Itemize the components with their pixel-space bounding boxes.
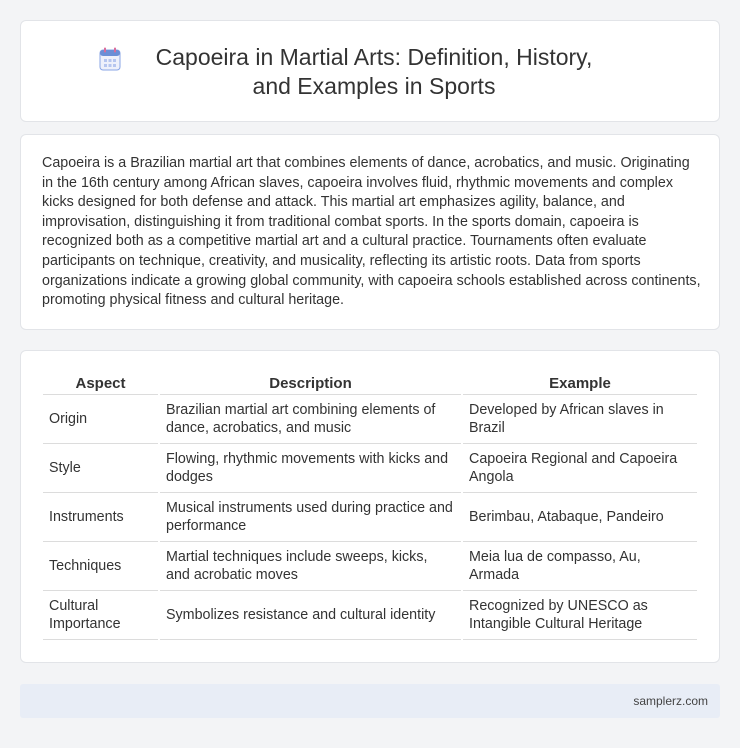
aspects-table	[41, 373, 699, 640]
table-row	[43, 444, 697, 493]
header-description: Description	[160, 373, 461, 395]
cell-description: Symbolizes resistance and cultural identity	[160, 591, 461, 640]
header-example: Example	[463, 373, 697, 395]
cell-aspect: Cultural Importance	[43, 591, 158, 640]
intro-card	[20, 134, 720, 330]
cell-description: Martial techniques include sweeps, kicks, and acrobatic moves	[160, 542, 461, 591]
cell-description: Brazilian martial art combining elements of dance, acrobatics, and music	[160, 395, 461, 444]
cell-description: Musical instruments used during practice and performance	[160, 493, 461, 542]
table-row	[43, 493, 697, 542]
title-wrap	[21, 43, 719, 101]
footer-bar	[20, 684, 720, 718]
cell-aspect: Style	[43, 444, 158, 493]
cell-example: Meia lua de compasso, Au, Armada	[463, 542, 697, 591]
table-row	[43, 395, 697, 444]
footer-site-link[interactable]: samplerz.com	[633, 694, 708, 708]
table-card	[20, 350, 720, 663]
cell-example: Berimbau, Atabaque, Pandeiro	[463, 493, 697, 542]
cell-example: Recognized by UNESCO as Intangible Cultural Heritage	[463, 591, 697, 640]
table-header-row	[43, 373, 697, 395]
table-row	[43, 542, 697, 591]
cell-example: Developed by African slaves in Brazil	[463, 395, 697, 444]
cell-example: Capoeira Regional and Capoeira Angola	[463, 444, 697, 493]
cell-aspect: Origin	[43, 395, 158, 444]
header-aspect: Aspect	[43, 373, 158, 395]
intro-paragraph: Capoeira is a Brazilian martial art that combines elements of dance, acrobatics, and music. Originating in the 16th century among African slaves, capoeira involves fluid, rhythmic movements and complex kicks designed for both defense and attack. This martial art emphasizes agility, balance, and improvisation, distinguishing it from traditional combat sports. In the sports domain, capoeira is recognized both as a competitive martial art and a cultural practice. Tournaments often evaluate participants on technique, creativity, and musicality, reflecting its artistic roots. Data from sports organizations indicate a growing global community, with capoeira schools established across continents, promoting physical fitness and cultural heritage.	[42, 155, 701, 309]
cell-aspect: Instruments	[43, 493, 158, 542]
table-row	[43, 591, 697, 640]
page-title: Capoeira in Martial Arts: Definition, History, and Examples in Sports	[155, 44, 593, 99]
title-card	[20, 20, 720, 122]
cell-description: Flowing, rhythmic movements with kicks and dodges	[160, 444, 461, 493]
cell-aspect: Techniques	[43, 542, 158, 591]
